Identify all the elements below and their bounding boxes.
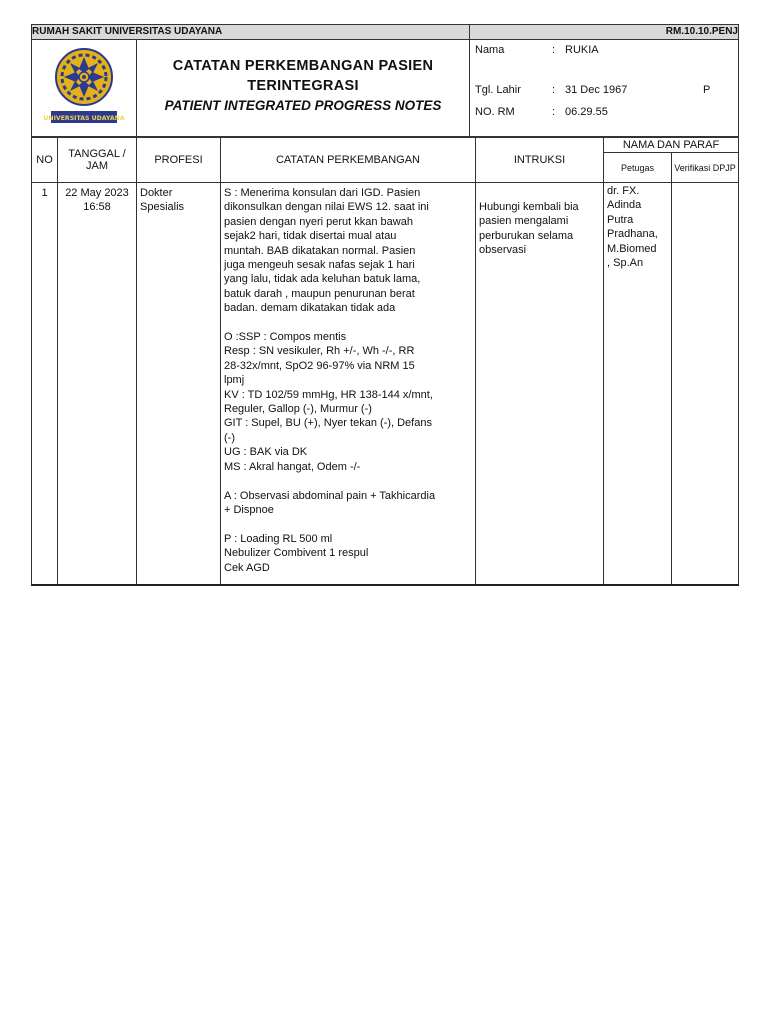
note-line (224, 474, 472, 488)
petugas-line: Pradhana, (607, 228, 658, 241)
note-line: Reguler, Gallop (-), Murmur (-) (224, 403, 372, 416)
col-verifikasi: Verifikasi DPJP (672, 153, 739, 183)
col-petugas: Petugas (604, 153, 672, 183)
patient-dob-row (475, 84, 735, 98)
note-line: UG : BAK via DK (224, 446, 308, 459)
col-profesi: PROFESI (137, 138, 221, 183)
row-datetime (58, 183, 137, 585)
university-logo-icon (43, 45, 125, 127)
progress-notes-form (31, 24, 738, 586)
note-line: yang lalu, tidak ada keluhan batuk lama, (224, 273, 421, 286)
col-no: NO (32, 138, 58, 183)
form-title (137, 40, 470, 137)
note-line (224, 517, 472, 531)
row-intruksi (476, 183, 604, 585)
petugas-line: M.Biomed (607, 242, 657, 255)
petugas-line: Putra (607, 213, 634, 226)
name-label: Nama (475, 44, 505, 56)
note-line: lpmj (224, 374, 245, 387)
patient-rm-row (475, 106, 735, 120)
note-line: pasien dengan nyeri perut kkan bawah (224, 215, 413, 228)
title-line-1: CATATAN PERKEMBANGAN PASIEN (172, 58, 434, 74)
note-line: Nebulizer Combivent 1 respul (224, 547, 369, 560)
name-separator: : (552, 44, 556, 56)
row-time: 16:58 (83, 201, 111, 214)
note-line: Cek AGD (224, 561, 270, 574)
note-line: Resp : SN vesikuler, Rh +/-, Wh -/-, RR (224, 345, 415, 358)
row-profesi (137, 183, 221, 585)
col-tanggal: TANGGAL / JAM (58, 138, 137, 183)
col-nama-paraf: NAMA DAN PARAF (604, 138, 739, 153)
table-row (32, 183, 739, 585)
row-verifikasi (672, 183, 739, 585)
col-catatan: CATATAN PERKEMBANGAN (221, 138, 476, 183)
row-no: 1 (32, 183, 58, 585)
note-line: 28-32x/mnt, SpO2 96-97% via NRM 15 (224, 359, 415, 372)
row-petugas (604, 183, 672, 585)
dob-value: 31 Dec 1967 (565, 84, 628, 96)
note-line: muntah. BAB dikatakan normal. Pasien (224, 244, 416, 257)
name-value: RUKIA (565, 44, 599, 56)
petugas-line: Adinda (607, 199, 642, 212)
rm-label: NO. RM (475, 106, 515, 118)
intruksi-line: observasi (479, 244, 527, 257)
row-notes (221, 183, 476, 585)
profesi-line: Dokter (140, 187, 173, 199)
note-line: S : Menerima konsulan dari IGD. Pasien (224, 187, 421, 199)
note-line: juga mengeuh sesak nafas sejak 1 hari (224, 259, 415, 272)
note-line: KV : TD 102/59 mmHg, HR 138-144 x/mnt, (224, 388, 433, 401)
gender-value: P (703, 84, 711, 96)
note-line: dikonsulkan dengan nilai EWS 12. saat ini (224, 201, 429, 214)
rm-separator: : (552, 106, 556, 118)
intruksi-line: perburukan selama (479, 229, 574, 242)
dob-label: Tgl. Lahir (475, 84, 521, 96)
note-line: O :SSP : Compos mentis (224, 331, 347, 344)
note-line: GIT : Supel, BU (+), Nyer tekan (-), Defans (224, 417, 432, 430)
note-line: A : Observasi abdominal pain + Takhicardia (224, 489, 436, 502)
hospital-name: RUMAH SAKIT UNIVERSITAS UDAYANA (32, 25, 470, 40)
petugas-line: , Sp.An (607, 257, 644, 270)
note-line (224, 316, 472, 330)
petugas-line: dr. FX. (607, 185, 640, 197)
svg-text:UNIVERSITAS UDAYANA: UNIVERSITAS UDAYANA (43, 114, 125, 122)
patient-name-row (475, 44, 735, 58)
note-line: P : Loading RL 500 ml (224, 532, 333, 545)
patient-info (470, 40, 739, 137)
note-line: badan. demam dikatakan tidak ada (224, 302, 396, 315)
profesi-line: Spesialis (140, 201, 185, 214)
form-header (31, 24, 739, 137)
row-date: 22 May 2023 (65, 187, 129, 199)
progress-notes-table (31, 137, 739, 586)
col-intruksi: INTRUKSI (476, 138, 604, 183)
intruksi-line: pasien mengalami (479, 215, 569, 228)
note-line: + Dispnoe (224, 503, 274, 516)
note-line: batuk darah , maupun penurunan berat (224, 287, 415, 300)
intruksi-line: Hubungi kembali bia (479, 201, 579, 213)
form-code: RM.10.10.PENJ (470, 25, 739, 40)
form-subtitle: PATIENT INTEGRATED PROGRESS NOTES (164, 98, 442, 113)
note-line: sejak2 hari, tidak disertai mual atau (224, 230, 397, 243)
rm-value: 06.29.55 (565, 106, 608, 118)
title-line-2: TERINTEGRASI (247, 78, 359, 94)
logo (32, 40, 137, 137)
note-line: MS : Akral hangat, Odem -/- (224, 460, 361, 473)
note-line: (-) (224, 431, 235, 444)
dob-separator: : (552, 84, 556, 96)
